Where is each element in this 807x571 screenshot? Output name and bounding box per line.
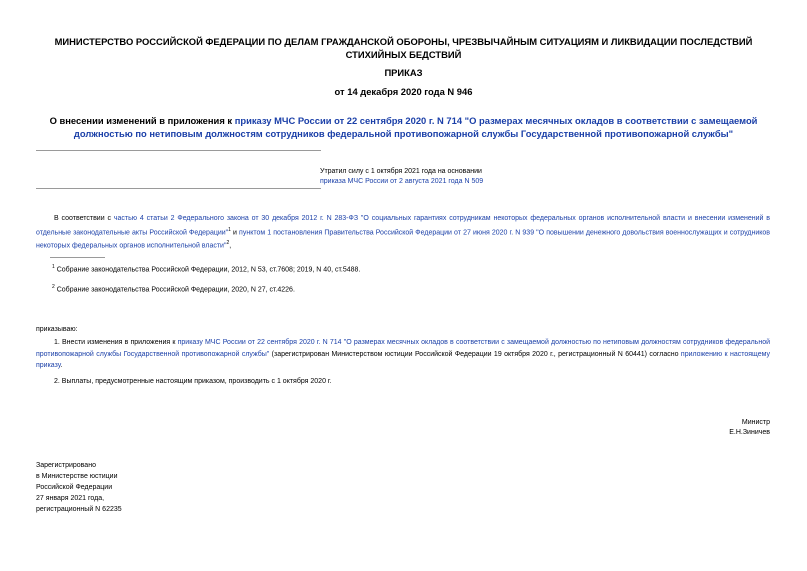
order-item-1 (36, 337, 770, 372)
signature-name: Е.Н.Зиничев (729, 429, 770, 436)
registration-line: в Министерстве юстиции (36, 473, 118, 480)
ministry-name: МИНИСТЕРСТВО РОССИЙСКОЙ ФЕДЕРАЦИИ ПО ДЕЛАМ ГРАЖДАНСКОЙ ОБОРОНЫ, ЧРЕЗВЫЧАЙНЫМ СИТУАЦИЯМ И ЛИКВИДАЦИИ ПОСЛЕДСТВИЙ СТИХИЙНЫХ БЕДСТВИЙ (54, 36, 753, 60)
footnote-2 (52, 282, 295, 295)
registration-line: Зарегистрировано (36, 462, 96, 469)
preamble (36, 213, 770, 252)
order-word: приказываю: (36, 326, 78, 333)
footnote-ref-2: 2 (226, 240, 230, 247)
footnote-text-2: Собрание законодательства Российской Федерации, 2020, N 27, ст.4226. (56, 286, 295, 294)
repeal-text: Утратил силу с 1 октября 2021 года на основании (320, 168, 482, 175)
footnote-num-1: 1 (52, 264, 55, 270)
preamble-text-2: и (230, 228, 240, 236)
item1-link-order[interactable]: приказу МЧС России от 22 сентября 2020 г. N 714 "О размерах месячных окладов в соответствии с замещаемой должностью по нетиповым должностям сотрудников федеральной противопожарной службы Государственной противопожарной службы" (36, 339, 771, 358)
item1-text-3: . (60, 362, 63, 369)
registration-line: регистрационный N 62235 (36, 506, 122, 513)
preamble-text-3: , (229, 242, 232, 250)
footnote-num-2: 2 (52, 284, 55, 290)
document-title (30, 115, 777, 140)
order-item-2: 2. Выплаты, предусмотренные настоящим приказом, производить с 1 октября 2020 г. (54, 378, 332, 385)
registration-block (36, 460, 122, 515)
repeal-note (320, 167, 620, 187)
document-type: ПРИКАЗ (384, 67, 423, 78)
registration-line: 27 января 2021 года, (36, 495, 105, 502)
preamble-text-1: В соответствии с (54, 215, 114, 222)
item1-text-1: 1. Внести изменения в приложения к (54, 339, 178, 346)
separator-top (36, 150, 321, 151)
item1-text-2: (зарегистрирован Министерством юстиции Российской Федерации 19 октября 2020 г., регистрационный N 60441) согласно (269, 350, 681, 358)
title-prefix: О внесении изменений в приложения к (49, 115, 235, 126)
signature-position: Министр (741, 419, 770, 426)
item1-link-appendix[interactable]: приложению к настоящему приказу (36, 350, 770, 369)
document-date: от 14 декабря 2020 года N 946 (334, 86, 473, 97)
separator-bottom (36, 188, 321, 189)
footnote-separator (50, 257, 105, 258)
footnote-ref-1: 1 (228, 226, 231, 233)
preamble-link-law[interactable]: частью 4 статьи 2 Федерального закона от 30 декабря 2012 г. N 283-ФЗ "О социальных гарантиях сотрудникам некоторых федеральных органов исполнительной власти и внесении изменений в отдельные законодательные акты Российской Федерации" (36, 215, 771, 236)
registration-line: Российской Федерации (36, 484, 113, 491)
title-link[interactable]: приказу МЧС России от 22 сентября 2020 г. N 714 "О размерах месячных окладов в соответствии с замещаемой должностью по нетиповым должностям сотрудников федеральной противопожарной службы Государственной противопожарной службы" (73, 115, 758, 139)
preamble-link-decree[interactable]: пунктом 1 постановления Правительства Российской Федерации от 27 июня 2020 г. N 939 "О повышении денежного довольствия военнослужащих и сотрудников некоторых федеральных органов исполнительной власти" (36, 228, 770, 250)
footnote-text-1: Собрание законодательства Российской Федерации, 2012, N 53, ст.7608; 2019, N 40, ст.5488. (56, 266, 361, 274)
footnote-1 (52, 262, 360, 275)
signature (729, 418, 770, 438)
repeal-link[interactable]: приказа МЧС России от 2 августа 2021 года N 509 (320, 178, 484, 185)
